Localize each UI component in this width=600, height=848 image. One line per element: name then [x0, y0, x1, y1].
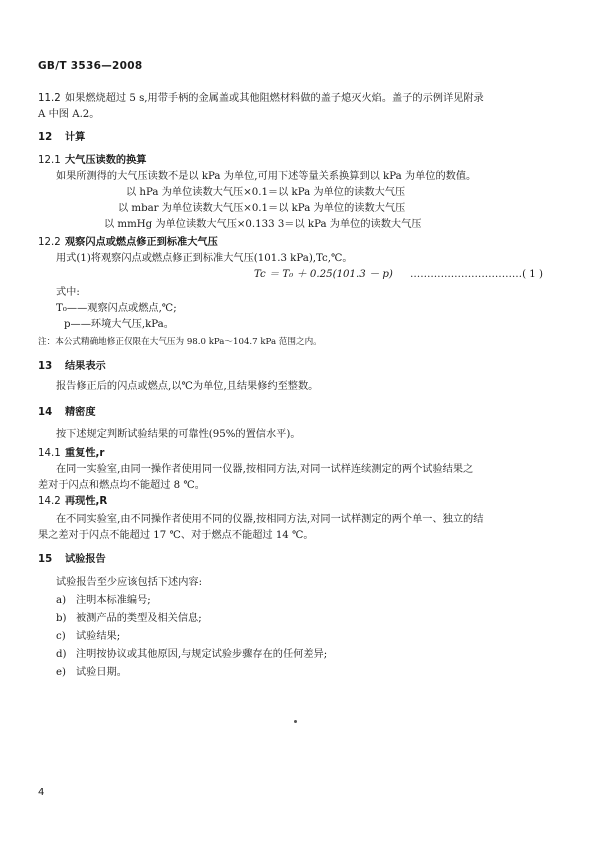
section-15-number: 15	[38, 554, 53, 565]
standard-code: GB/T 3536—2008	[38, 60, 143, 72]
correction-formula: Tc ＝ T₀ ＋ 0.25(101.3 － p)	[254, 269, 393, 280]
section-14-1-text-line1: 在同一实验室,由同一操作者使用同一仪器,按相同方法,对同一试样连续测定的两个试验结果之	[56, 464, 474, 475]
section-14-2-text-line1: 在不同实验室,由不同操作者使用不同的仪器,按相同方法,对同一试样测定的两个单一、独立的结	[56, 514, 484, 525]
section-14-2-number: 14.2	[38, 496, 61, 507]
report-item-label: e)	[56, 667, 67, 678]
report-item-label: a)	[56, 595, 67, 606]
report-item-label: c)	[56, 631, 66, 642]
report-item-label: b)	[56, 613, 67, 624]
section-13-number: 13	[38, 361, 53, 372]
section-12-1-intro: 如果所测得的大气压读数不是以 kPa 为单位,可用下述等量关系换算到以 kPa 为单位的数值。	[56, 171, 477, 182]
section-14-2-title: 再现性,R	[65, 496, 108, 507]
section-14-2-text-line2: 果之差对于闪点不能超过 17 ℃、对于燃点不能超过 14 ℃。	[38, 530, 314, 541]
scan-mark	[294, 720, 297, 723]
section-12-number: 12	[38, 132, 53, 143]
formula-number: ……………………………( 1 )	[410, 269, 543, 280]
section-14-title: 精密度	[65, 407, 96, 418]
section-12-1-title: 大气压读数的换算	[65, 155, 147, 166]
section-14-1-title: 重复性,r	[65, 448, 105, 459]
section-11-2-text-line2: A 中图 A.2。	[38, 109, 100, 120]
section-11-2-number: 11.2	[38, 93, 61, 104]
section-12-2-title: 观察闪点或燃点修正到标准大气压	[65, 237, 218, 248]
formula-note: 注：本公式精确地修正仅限在大气压为 98.0 kPa～104.7 kPa 范围之内。	[38, 337, 322, 347]
section-12-2-intro: 用式(1)将观察闪点或燃点修正到标准大气压(101.3 kPa),Tc,℃。	[56, 253, 353, 264]
conversion-hpa: 以 hPa 为单位读数大气压×0.1＝以 kPa 为单位的读数大气压	[126, 187, 406, 198]
report-item-text: 注明本标准编号;	[76, 595, 151, 606]
section-13-title: 结果表示	[65, 361, 106, 372]
section-13-text: 报告修正后的闪点或燃点,以℃为单位,且结果修约至整数。	[56, 381, 319, 392]
section-11-2-text-line1: 如果燃烧超过 5 s,用带手柄的金属盖或其他阻燃材料做的盖子熄灭火焰。盖子的示例详见附录	[65, 93, 484, 104]
section-12-1-number: 12.1	[38, 155, 61, 166]
section-12-title: 计算	[65, 132, 86, 143]
report-item-text: 试验日期。	[76, 667, 127, 678]
formula-where-label: 式中:	[56, 287, 80, 298]
report-item-text: 注明按协议或其他原因,与规定试验步骤存在的任何差异;	[76, 649, 328, 660]
report-item-label: d)	[56, 649, 67, 660]
section-14-number: 14	[38, 407, 53, 418]
section-15-title: 试验报告	[65, 554, 106, 565]
section-14-1-text-line2: 差对于闪点和燃点均不能超过 8 ℃。	[38, 480, 205, 491]
section-14-text: 按下述规定判断试验结果的可靠性(95%的置信水平)。	[56, 429, 301, 440]
section-14-1-number: 14.1	[38, 448, 61, 459]
page-number: 4	[38, 787, 45, 798]
formula-definition-p: p——环境大气压,kPa。	[64, 319, 174, 330]
conversion-mbar: 以 mbar 为单位读数大气压×0.1＝以 kPa 为单位的读数大气压	[118, 203, 406, 214]
formula-definition-t0: T₀——观察闪点或燃点,℃;	[56, 303, 177, 314]
report-item-text: 试验结果;	[76, 631, 121, 642]
conversion-mmhg: 以 mmHg 为单位读数大气压×0.133 3＝以 kPa 为单位的读数大气压	[104, 219, 422, 230]
report-item-text: 被测产品的类型及相关信息;	[76, 613, 202, 624]
section-15-intro: 试验报告至少应该包括下述内容:	[56, 577, 203, 588]
section-12-2-number: 12.2	[38, 237, 61, 248]
